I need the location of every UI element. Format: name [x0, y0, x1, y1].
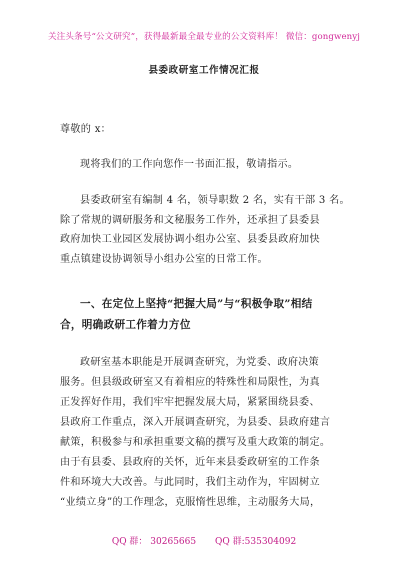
section-heading: 合，明确政研工作着力方位 — [60, 319, 191, 331]
header-promo-note: 关注头条号“公文研究”，获得最新最全最专业的公文资料库！ 微信：gongwenyj — [47, 32, 361, 42]
para2-line: 县政府工作重点，深入开展调查研究，为县委、县政府建言 — [60, 417, 331, 428]
para2-line: 件和环境大大改善。与此同时，我们主动作为，牢固树立 — [60, 477, 320, 488]
para2-line: 由于有县委、县政府的关怀，近年来县委政研室的工作条 — [60, 457, 320, 468]
para2-line: “业绩立身”的工作理念，克服惰性思维，主动服务大局， — [60, 497, 321, 508]
salutation: 尊敬的 x： — [60, 124, 112, 135]
para2-line: 政研室基本职能是开展调查研究，为党委、政府决策 — [80, 357, 320, 368]
para1-line: 政府加快工业园区发展协调小组办公室、县委县政府加快 — [60, 234, 320, 245]
document-title: 县委政研室工作情况汇报 — [148, 65, 260, 76]
para2-line: 献策，积极参与和承担重要文稿的撰写及重大政策的制定。 — [60, 437, 331, 448]
para2-line: 服务。但县级政研室又有着相应的特殊性和局限性，为真 — [60, 377, 320, 388]
para1-line: 县委政研室有编制 4 名，领导职数 2 名，实有干部 3 名。 — [80, 195, 350, 206]
qq-group-1: QQ 群： 30265665 — [111, 537, 197, 547]
footer-contact — [0, 534, 408, 547]
section-heading: 一、在定位上坚持“把握大局”与“积极争取”相结 — [80, 298, 313, 310]
para1-line: 除了常规的调研服务和文秘服务工作外，还承担了县委县 — [60, 215, 320, 226]
intro-line: 现将我们的工作向您作一书面汇报，敬请指示。 — [80, 159, 299, 170]
para2-line: 正发挥好作用，我们牢牢把握发展大局，紧紧围绕县委、 — [60, 397, 320, 408]
qq-group-2: QQ 群:535304092 — [214, 537, 297, 547]
para1-line: 重点镇建设协调领导小组办公室的日常工作。 — [60, 254, 268, 265]
